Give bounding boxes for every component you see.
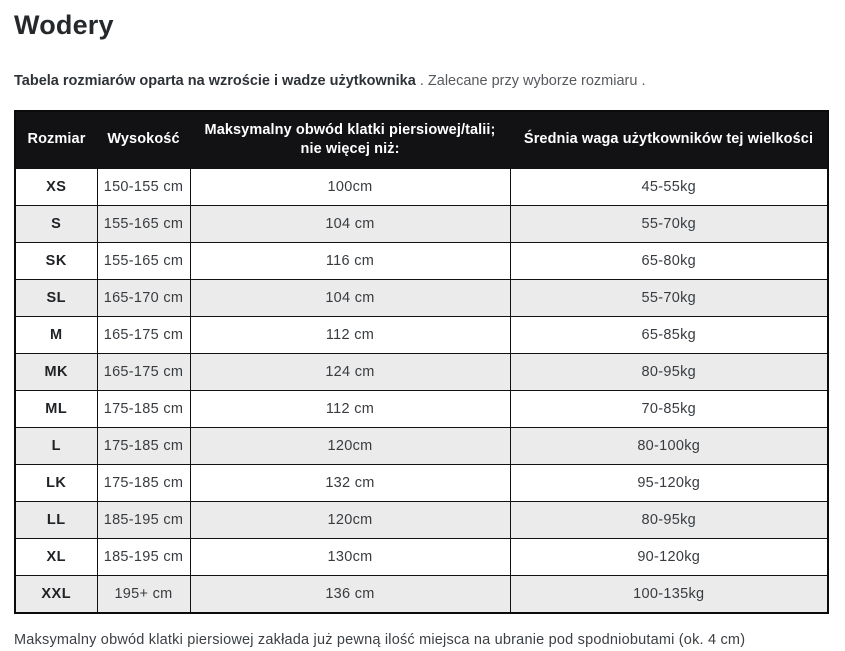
cell-height: 150-155 cm [97,169,190,206]
cell-size: M [15,317,97,354]
size-table [14,110,829,614]
cell-size: LL [15,502,97,539]
cell-weight: 55-70kg [510,280,828,317]
column-header: Średnia waga użytkowników tej wielkości [510,111,828,169]
cell-chest: 112 cm [190,317,510,354]
cell-weight: 90-120kg [510,539,828,576]
cell-chest: 132 cm [190,465,510,502]
cell-chest: 100cm [190,169,510,206]
table-description-bold: Tabela rozmiarów oparta na wzroście i wadze użytkownika [14,73,416,89]
table-row [15,243,828,280]
cell-height: 195+ cm [97,576,190,613]
cell-size: XS [15,169,97,206]
cell-chest: 112 cm [190,391,510,428]
cell-size: SK [15,243,97,280]
cell-height: 185-195 cm [97,539,190,576]
table-row [15,169,828,206]
table-row [15,428,828,465]
table-row [15,206,828,243]
cell-height: 165-170 cm [97,280,190,317]
cell-size: ML [15,391,97,428]
cell-chest: 136 cm [190,576,510,613]
cell-weight: 80-100kg [510,428,828,465]
cell-size: S [15,206,97,243]
cell-chest: 104 cm [190,206,510,243]
cell-chest: 120cm [190,502,510,539]
cell-height: 155-165 cm [97,243,190,280]
cell-weight: 70-85kg [510,391,828,428]
cell-weight: 80-95kg [510,502,828,539]
cell-weight: 45-55kg [510,169,828,206]
size-table-head [15,111,828,169]
cell-weight: 55-70kg [510,206,828,243]
cell-chest: 116 cm [190,243,510,280]
table-description-note: . Zalecane przy wyborze rozmiaru . [415,73,646,89]
cell-height: 165-175 cm [97,317,190,354]
table-row [15,502,828,539]
cell-height: 175-185 cm [97,465,190,502]
cell-height: 175-185 cm [97,391,190,428]
column-header: Maksymalny obwód klatki piersiowej/talii; nie więcej niż: [190,111,510,169]
cell-height: 165-175 cm [97,354,190,391]
table-description [14,72,827,91]
page-title: Wodery [14,10,114,40]
cell-size: XXL [15,576,97,613]
table-row [15,317,828,354]
cell-size: L [15,428,97,465]
column-header: Rozmiar [15,111,97,169]
cell-chest: 120cm [190,428,510,465]
cell-weight: 95-120kg [510,465,828,502]
cell-chest: 124 cm [190,354,510,391]
cell-chest: 104 cm [190,280,510,317]
cell-height: 185-195 cm [97,502,190,539]
table-row [15,280,828,317]
cell-height: 155-165 cm [97,206,190,243]
cell-size: MK [15,354,97,391]
table-row [15,576,828,613]
table-row [15,391,828,428]
cell-weight: 100-135kg [510,576,828,613]
cell-weight: 65-85kg [510,317,828,354]
table-row [15,539,828,576]
table-header-row [15,111,828,169]
cell-size: SL [15,280,97,317]
cell-height: 175-185 cm [97,428,190,465]
cell-size: LK [15,465,97,502]
cell-size: XL [15,539,97,576]
cell-weight: 80-95kg [510,354,828,391]
size-table-body [15,169,828,613]
column-header: Wysokość [97,111,190,169]
table-row [15,354,828,391]
table-row [15,465,828,502]
table-footnote: Maksymalny obwód klatki piersiowej zakłada już pewną ilość miejsca na ubranie pod spodniobutami (ok. 4 cm) [14,631,746,648]
cell-chest: 130cm [190,539,510,576]
cell-weight: 65-80kg [510,243,828,280]
